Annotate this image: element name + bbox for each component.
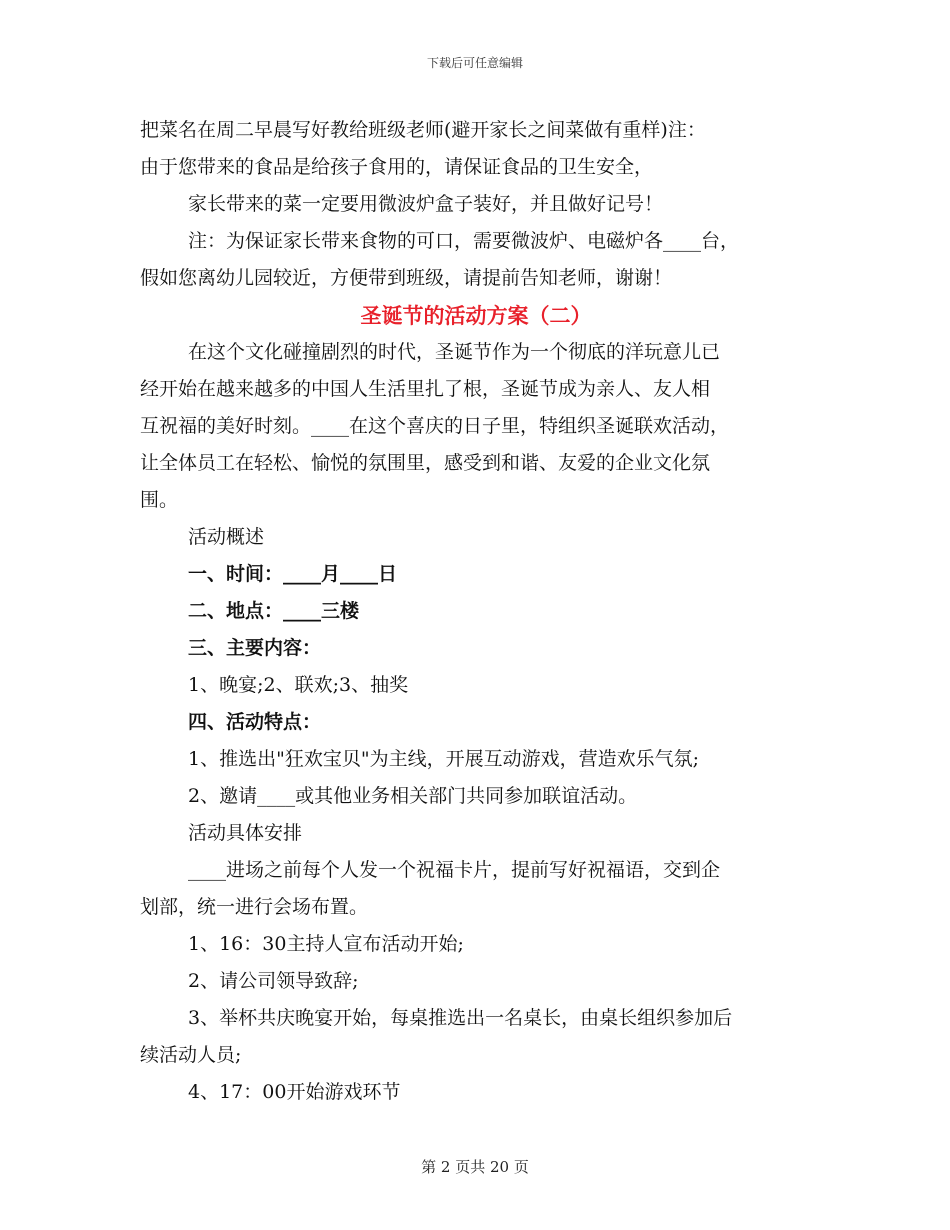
item-heading: 三、主要内容： xyxy=(188,637,322,659)
paragraph-line: 把菜名在周二早晨写好教给班级老师(避开家长之间菜做有重样)注： xyxy=(140,119,706,141)
page-header: 下载后可任意编辑 xyxy=(426,56,523,70)
item-heading: 二、地点：____三楼 xyxy=(188,600,360,622)
list-item: 1、16：30主持人宣布活动开始; xyxy=(188,933,464,955)
list-item: 2、请公司领导致辞; xyxy=(188,970,359,992)
paragraph-line: 续活动人员; xyxy=(140,1044,242,1066)
page-footer: 第 2 页共 20 页 xyxy=(421,1158,529,1176)
paragraph-line: ____进场之前每个人发一个祝福卡片，提前写好祝福语，交到企 xyxy=(188,859,721,881)
paragraph-line: 划部，统一进行会场布置。 xyxy=(140,896,369,918)
document-body xyxy=(140,112,812,1111)
paragraph-line: 让全体员工在轻松、愉悦的氛围里，感受到和谐、友爱的企业文化氛 xyxy=(140,452,711,474)
paragraph-line: 在这个文化碰撞剧烈的时代，圣诞节作为一个彻底的洋玩意儿已 xyxy=(188,341,721,363)
item-heading: 四、活动特点： xyxy=(188,711,322,733)
list-item: 2、邀请____或其他业务相关部门共同参加联谊活动。 xyxy=(188,785,638,807)
item-heading: 一、时间：____月____日 xyxy=(188,563,398,585)
paragraph-line: 家长带来的菜一定要用微波炉盒子装好，并且做好记号！ xyxy=(188,193,664,215)
paragraph-line: 互祝福的美好时刻。____在这个喜庆的日子里，特组织圣诞联欢活动， xyxy=(140,415,730,437)
section-title: 圣诞节的活动方案（二） xyxy=(360,303,592,328)
paragraph-line: 注：为保证家长带来食物的可口，需要微波炉、电磁炉各____台， xyxy=(188,230,740,252)
subheading: 活动具体安排 xyxy=(188,822,303,844)
list-item: 3、举杯共庆晚宴开始，每桌推选出一名桌长，由桌长组织参加后 xyxy=(188,1007,733,1029)
paragraph-line: 由于您带来的食品是给孩子食用的，请保证食品的卫生安全， xyxy=(140,156,654,178)
paragraph-line: 经开始在越来越多的中国人生活里扎了根，圣诞节成为亲人、友人相 xyxy=(140,378,711,400)
paragraph-line: 假如您离幼儿园较近，方便带到班级，请提前告知老师，谢谢！ xyxy=(140,267,673,289)
list-item: 1、晚宴;2、联欢;3、抽奖 xyxy=(188,674,409,696)
list-item: 4、17：00开始游戏环节 xyxy=(188,1081,401,1103)
list-item: 1、推选出"狂欢宝贝"为主线，开展互动游戏，营造欢乐气氛; xyxy=(188,748,699,770)
subheading: 活动概述 xyxy=(188,526,265,548)
paragraph-line: 围。 xyxy=(140,489,179,511)
